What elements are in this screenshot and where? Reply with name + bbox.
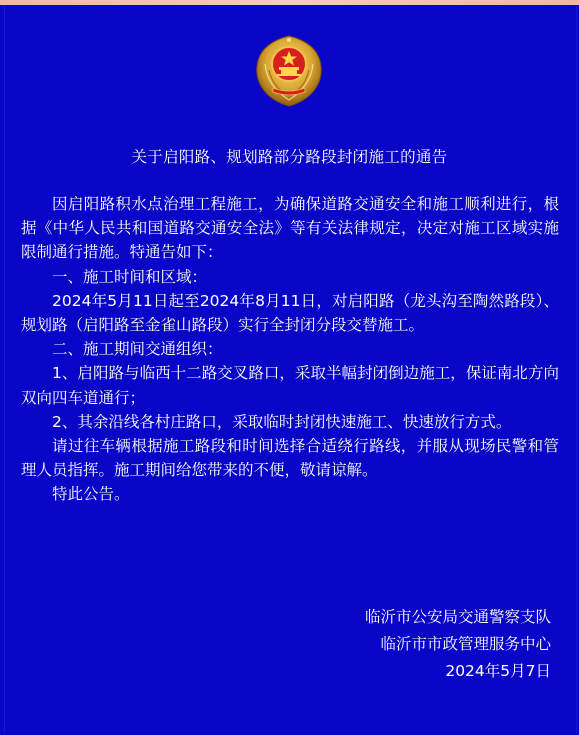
signature-block [365, 604, 551, 685]
paragraph-section-1-heading: 一、施工时间和区域： [52, 267, 208, 286]
paragraph-section-2-item-1: 1、启阳路与临西十二路交叉路口，采取半幅封闭倒边施工，保证南北方向双向四车道通行； [21, 364, 559, 407]
paragraph-section-1-content: 2024年5月11日起至2024年8月11日，对启阳路（龙头沟至陶然路段）、规划路（启阳路至金雀山路段）实行全封闭分段交替施工。 [21, 291, 559, 335]
notice-title: 关于启阳路、规划路部分路段封闭施工的通告 [131, 148, 448, 166]
paragraph-section-2-heading: 二、施工期间交通组织： [52, 340, 223, 359]
paragraph-intro: 因启阳路积水点治理工程施工，为确保道路交通安全和施工顺利进行，根据《中华人民共和国道路交通安全法》等有关法律规定，决定对施工区域实施限制通行措施。特通告如下： [21, 195, 559, 262]
signature-municipal: 临沂市市政管理服务中心 [380, 635, 551, 653]
paragraph-closing-request: 请过往车辆根据施工路段和时间选择合适绕行路线，并服从现场民警和管理人员指挥。施工期间给您带来的不便，敬请谅解。 [21, 437, 559, 480]
signature-police: 临沂市公安局交通警察支队 [364, 608, 551, 626]
paragraph-closing: 特此公告。 [52, 485, 130, 504]
notice-body [21, 192, 559, 507]
paragraph-section-2-item-2: 2、其余沿线各村庄路口，采取临时封闭快速施工、快速放行方式。 [52, 412, 512, 431]
signature-date: 2024年5月7日 [445, 662, 551, 680]
police-emblem-icon [253, 34, 325, 108]
